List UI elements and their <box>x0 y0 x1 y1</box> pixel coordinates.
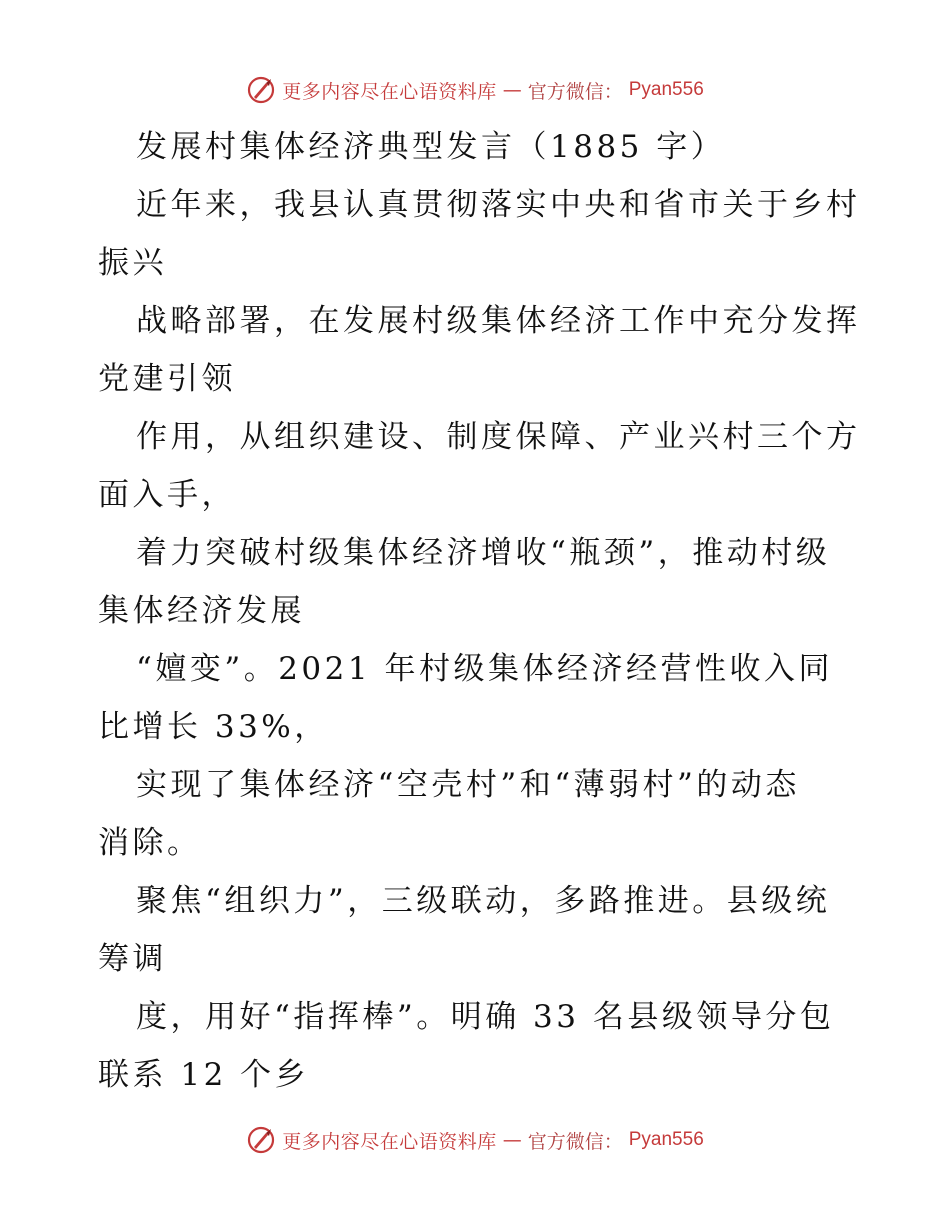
paragraph-line: 战略部署，在发展村级集体经济工作中充分发挥 <box>136 303 861 339</box>
quill-logo-icon <box>246 1125 276 1155</box>
watermark-official-label: 官方微信： <box>527 1130 623 1153</box>
paragraph-line: 联系 12 个乡 <box>98 1057 310 1093</box>
paragraph-line: 筹调 <box>98 941 167 977</box>
watermark-wechat-id: Pyan556 <box>628 1129 704 1150</box>
watermark-wechat-id: Pyan556 <box>628 79 704 100</box>
paragraph-line: 比增长 33%， <box>98 709 329 745</box>
watermark-site-text: 更多内容尽在心语资料库 <box>282 80 497 103</box>
paragraph-line: 面入手， <box>98 477 236 513</box>
quill-logo-icon <box>246 75 276 105</box>
watermark-separator: — <box>502 1129 522 1151</box>
header-watermark <box>0 72 950 108</box>
paragraph-line: 近年来，我县认真贯彻落实中央和省市关于乡村 <box>136 187 861 223</box>
watermark-site-text: 更多内容尽在心语资料库 <box>282 1130 497 1153</box>
paragraph-line: “嬗变”。2021 年村级集体经济经营性收入同 <box>136 651 833 687</box>
paragraph-line: 着力突破村级集体经济增收“瓶颈”，推动村级 <box>136 535 831 571</box>
watermark-official-label: 官方微信： <box>527 80 623 103</box>
paragraph-line: 集体经济发展 <box>98 593 305 629</box>
paragraph-line: 党建引领 <box>98 361 236 397</box>
watermark-separator: — <box>502 79 522 101</box>
paragraph-line: 作用，从组织建设、制度保障、产业兴村三个方 <box>136 419 861 455</box>
paragraph-line: 振兴 <box>98 245 167 281</box>
paragraph-line: 度，用好“指挥棒”。明确 33 名县级领导分包 <box>136 999 835 1035</box>
paragraph-line: 消除。 <box>98 825 202 861</box>
document-title: 发展村集体经济典型发言（1885 字） <box>136 129 726 165</box>
document-body <box>98 118 861 1104</box>
paragraph-line: 聚焦“组织力”，三级联动，多路推进。县级统 <box>136 883 831 919</box>
paragraph-line: 实现了集体经济“空壳村”和“薄弱村”的动态 <box>136 767 800 803</box>
footer-watermark <box>0 1122 950 1158</box>
